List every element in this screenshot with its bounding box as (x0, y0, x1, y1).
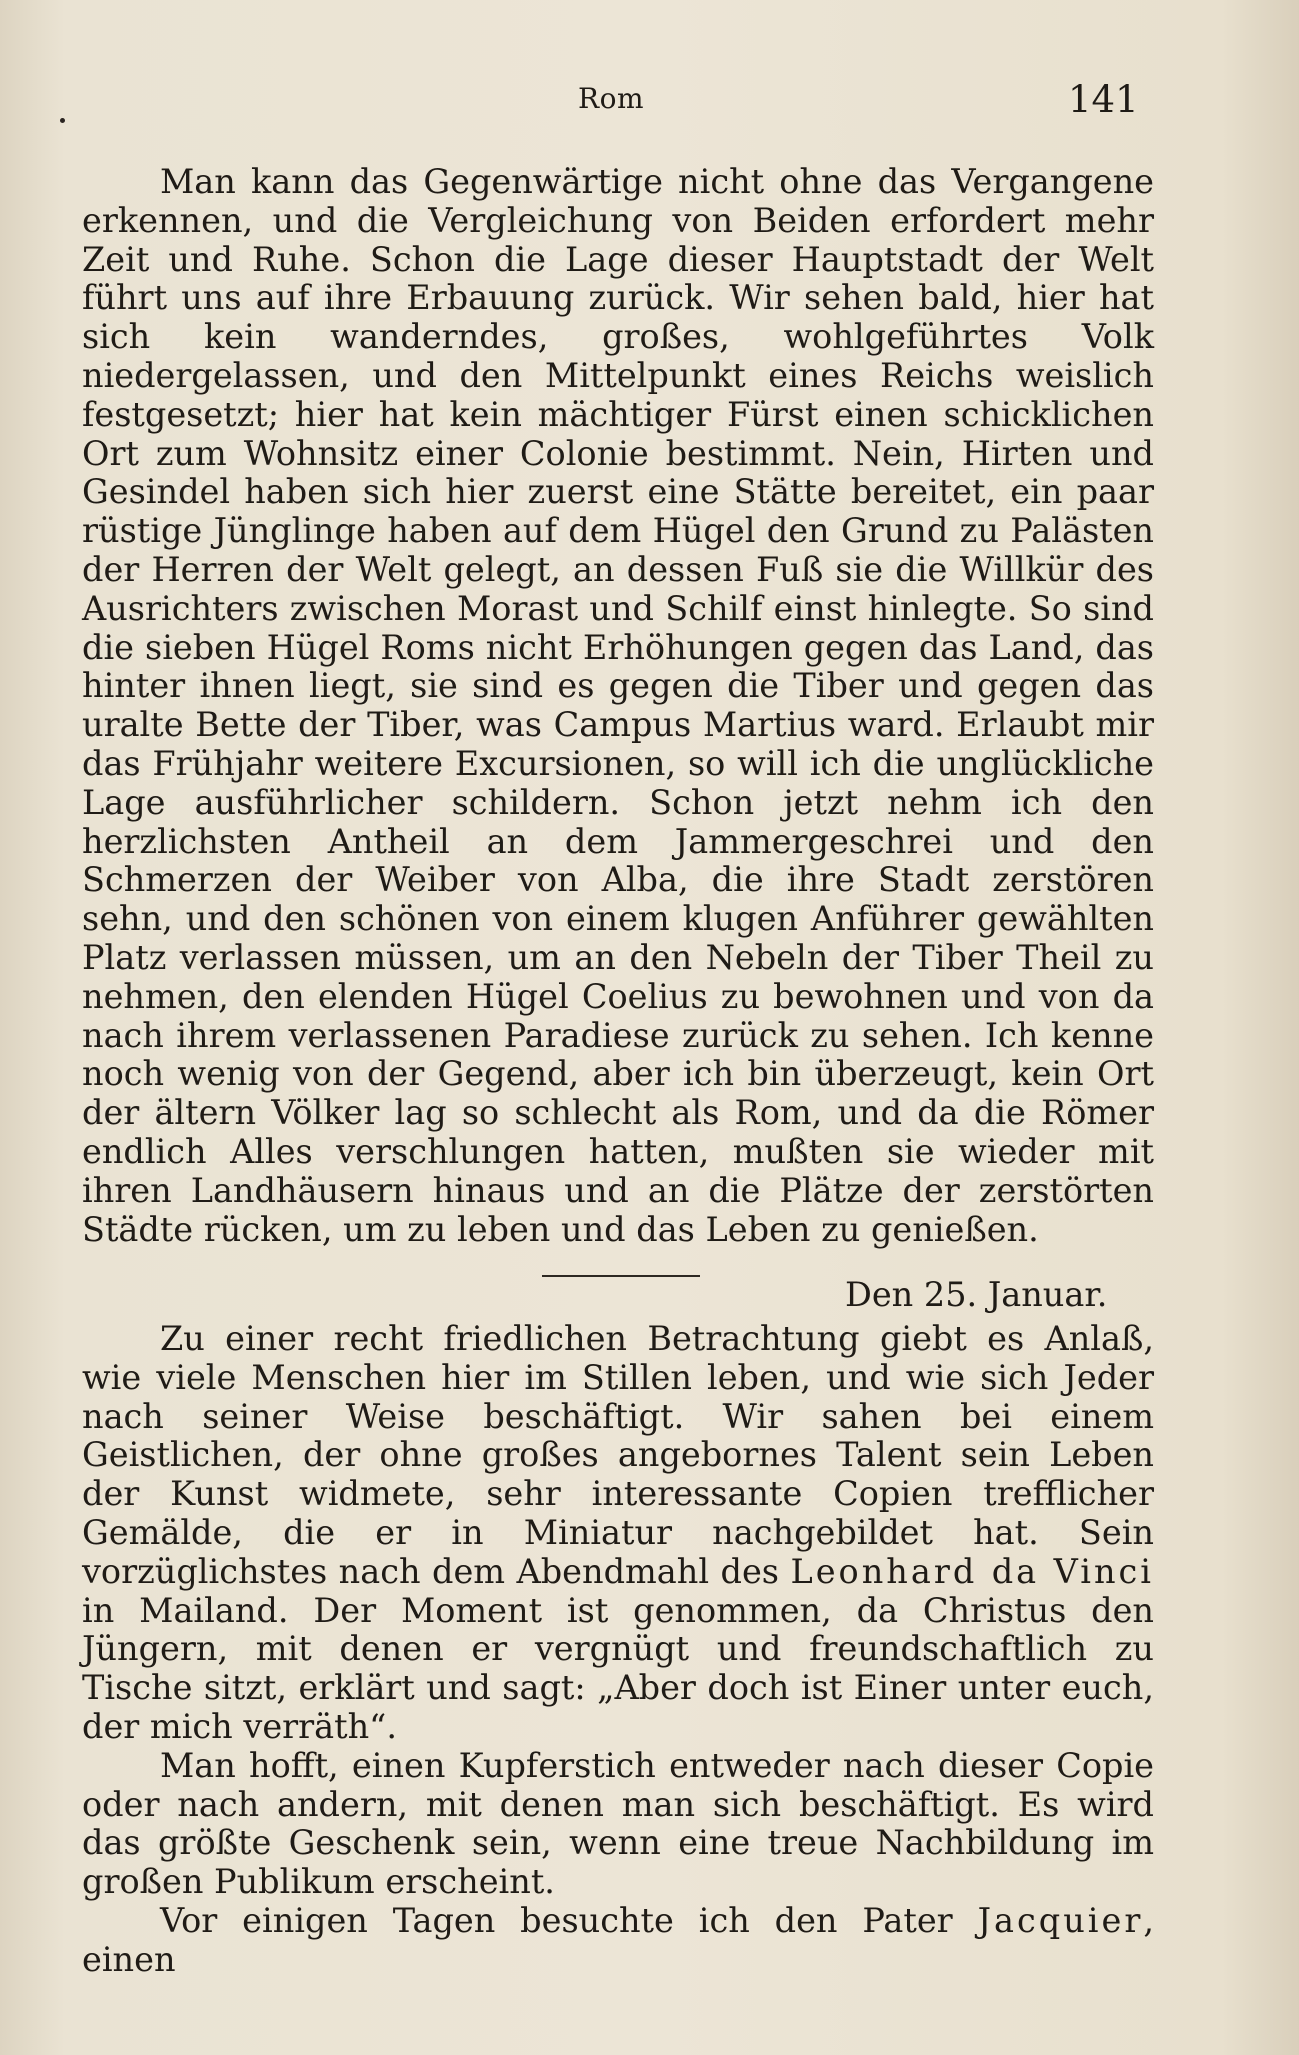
body-text-section-2 (82, 1320, 1154, 1980)
paragraph-miniature-copies (82, 1320, 1154, 1747)
text-run: Vor einigen Tagen besuchte ich den Pater (160, 1900, 978, 1940)
text-run: in Mailand. Der Moment ist genommen, da Christus den Jüngern, mit denen er vergnügt und freundschaftlich zu Tische sitzt, erklärt und sagt: „Aber doch ist Einer unter euch, der mich verräth“. (82, 1590, 1154, 1746)
paragraph-engraving: Man hofft, einen Kupferstich entweder nach dieser Copie oder nach andern, mit denen man sich beschäftigt. Es wird das größte Geschenk sein, wenn eine treue Nachbildung im großen Publikum erscheint. (82, 1745, 1154, 1902)
paragraph-pater-jacquier (82, 1902, 1154, 1980)
text-run: Zu einer recht friedlichen Betrachtung giebt es Anlaß, wie viele Menschen hier im Stillen leben, und wie sich Jeder nach seiner Weise beschäftigt. Wir sahen bei einem Geistlichen, der ohne großes angebornes Talent sein Leben der Kunst widmete, sehr interessante Copien trefflicher Gemälde, die er in Miniatur nachgebildet hat. Sein vorzüglichstes nach dem Abendmahl des (82, 1319, 1154, 1591)
paragraph-rome-origins: Man kann das Gegenwärtige nicht ohne das Vergangene erkennen, und die Vergleichung von Beiden erfordert mehr Zeit und Ruhe. Schon die Lage dieser Hauptstadt der Welt führt uns auf ihre Erbauung zurück. Wir sehen bald, hier hat sich kein wanderndes, großes, wohlgeführtes Volk niedergelassen, und den Mittelpunkt eines Reichs weislich festgesetzt; hier hat kein mächtiger Fürst einen schicklichen Ort zum Wohnsitz einer Colonie bestimmt. Nein, Hirten und Gesindel haben sich hier zuerst eine Stätte bereitet, ein paar rüstige Jünglinge haben auf dem Hügel den Grund zu Palästen der Herren der Welt gelegt, an dessen Fuß sie die Willkür des Ausrichters zwischen Morast und Schilf einst hinlegte. So sind die sieben Hügel Roms nicht Erhöhungen gegen das Land, das hinter ihnen liegt, sie sind es gegen die Tiber und gegen das uralte Bette der Tiber, was Campus Martius ward. Erlaubt mir das Frühjahr weitere Excursionen, so will ich die unglückliche Lage ausführlicher schildern. Schon jetzt nehm ich den herzlichsten Antheil an dem Jammergeschrei und den Schmerzen der Weiber von Alba, die ihre Stadt zerstören sehn, und den schönen von einem klugen Anführer gewählten Platz verlassen müssen, um an den Nebeln der Tiber Theil zu nehmen, den elenden Hügel Coelius zu bewohnen und von da nach ihrem verlassenen Paradiese zurück zu sehen. Ich kenne noch wenig von der Gegend, aber ich bin überzeugt, kein Ort der ältern Völker lag so schlecht als Rom, und da die Römer endlich Alles verschlungen hatten, mußten sie wieder mit ihren Landhäusern hinaus und an die Plätze der zerstörten Städte rücken, um zu leben und das Leben zu genießen. (82, 162, 1154, 1249)
page-number: 141 (1068, 78, 1139, 121)
text-run: , einen (82, 1900, 1154, 1979)
body-text-section-1 (82, 163, 1154, 1249)
running-head: Rom (578, 82, 644, 115)
section-divider (542, 1275, 700, 1277)
page-header (0, 78, 1299, 128)
dateline: Den 25. Januar. (845, 1275, 1108, 1314)
spaced-name-leonardo: Leonhard da Vinci (790, 1551, 1154, 1591)
margin-speck (60, 118, 65, 123)
spaced-name-jacquier: Jacquier (977, 1900, 1144, 1940)
